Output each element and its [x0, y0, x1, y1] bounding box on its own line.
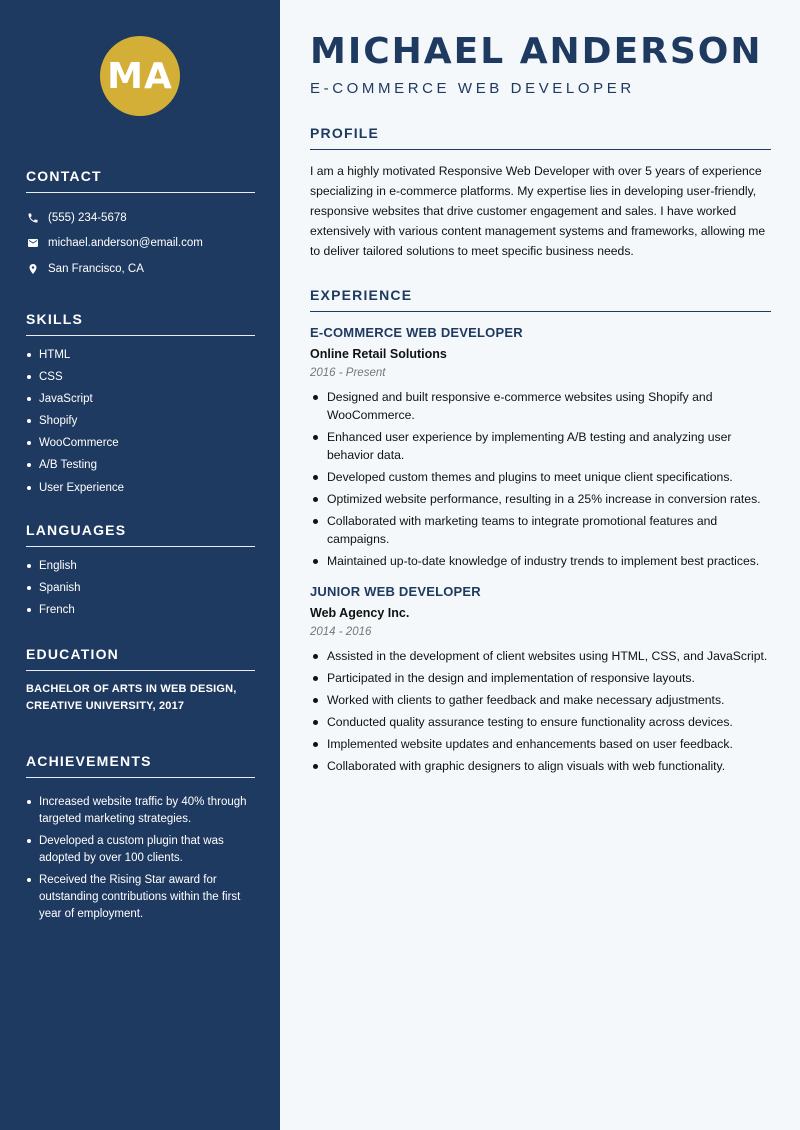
duty-item: Optimized website performance, resulting in a 25% increase in conversion rates. — [310, 490, 771, 508]
education-heading: EDUCATION — [26, 646, 255, 671]
monogram-avatar — [100, 36, 180, 116]
skill-item: CSS — [26, 369, 255, 385]
duty-item: Enhanced user experience by implementing A/B testing and analyzing user behavior data. — [310, 428, 771, 464]
skills-heading: SKILLS — [26, 311, 255, 336]
education-section — [26, 646, 255, 715]
duty-item: Conducted quality assurance testing to ensure functionality across devices. — [310, 713, 771, 731]
language-item: Spanish — [26, 580, 255, 596]
initials: MA — [107, 55, 173, 97]
experience-section — [310, 287, 771, 775]
phone-number: (555) 234-5678 — [48, 211, 127, 224]
duty-item: Implemented website updates and enhancements based on user feedback. — [310, 735, 771, 753]
skill-item: HTML — [26, 347, 255, 363]
candidate-title: E-COMMERCE WEB DEVELOPER — [310, 80, 635, 97]
job-entry — [310, 325, 771, 570]
skill-item: User Experience — [26, 480, 255, 496]
achievement-item: Received the Rising Star award for outstanding contributions within the first year of employment. — [26, 872, 255, 923]
duty-item: Designed and built responsive e-commerce websites using Shopify and WooCommerce. — [310, 388, 771, 424]
phone-icon — [26, 211, 39, 224]
job-company: Web Agency Inc. — [310, 606, 410, 620]
job-company: Online Retail Solutions — [310, 347, 447, 361]
duty-item: Collaborated with marketing teams to integrate promotional features and campaigns. — [310, 512, 771, 548]
skill-item: A/B Testing — [26, 457, 255, 473]
job-dates: 2014 - 2016 — [310, 626, 372, 638]
skill-item: JavaScript — [26, 391, 255, 407]
candidate-name: MICHAEL ANDERSON — [310, 31, 763, 72]
education-line-2: CREATIVE UNIVERSITY, 2017 — [26, 700, 185, 712]
main-content — [280, 0, 800, 1130]
job-duties — [310, 647, 771, 775]
skill-item: Shopify — [26, 413, 255, 429]
language-item: English — [26, 558, 255, 574]
duty-item: Participated in the design and implementation of responsive layouts. — [310, 669, 771, 687]
job-dates: 2016 - Present — [310, 367, 386, 379]
skills-section — [26, 311, 255, 496]
contact-phone — [26, 205, 255, 231]
experience-heading: EXPERIENCE — [310, 287, 771, 312]
location-text: San Francisco, CA — [48, 262, 144, 275]
contact-email — [26, 231, 255, 257]
skills-list — [26, 347, 255, 496]
languages-list — [26, 558, 255, 618]
language-item: French — [26, 602, 255, 618]
email-address: michael.anderson@email.com — [48, 237, 203, 250]
achievement-item: Increased website traffic by 40% through targeted marketing strategies. — [26, 794, 255, 828]
duty-item: Assisted in the development of client websites using HTML, CSS, and JavaScript. — [310, 647, 771, 665]
profile-section — [310, 125, 771, 261]
education-degree — [26, 681, 255, 715]
duty-item: Worked with clients to gather feedback and make necessary adjustments. — [310, 691, 771, 709]
email-icon — [26, 237, 39, 250]
job-title: JUNIOR WEB DEVELOPER — [310, 584, 481, 599]
education-line-1: BACHELOR OF ARTS IN WEB DESIGN, — [26, 683, 237, 695]
sidebar — [0, 0, 280, 1130]
achievements-heading: ACHIEVEMENTS — [26, 753, 255, 778]
duty-item: Developed custom themes and plugins to meet unique client specifications. — [310, 468, 771, 486]
achievements-list — [26, 794, 255, 923]
languages-heading: LANGUAGES — [26, 522, 255, 547]
job-duties — [310, 388, 771, 570]
profile-heading: PROFILE — [310, 125, 771, 150]
job-entry — [310, 584, 771, 775]
contact-section — [26, 168, 255, 282]
job-title: E-COMMERCE WEB DEVELOPER — [310, 325, 523, 340]
languages-section — [26, 522, 255, 618]
duty-item: Collaborated with graphic designers to align visuals with web functionality. — [310, 757, 771, 775]
profile-text: I am a highly motivated Responsive Web Developer with over 5 years of experience specializing in e-commerce platforms. My expertise lies in developing user-friendly, responsive websites that drive customer engagement and sales. I have worked extensively with various content management systems and frameworks, allowing me to deliver tailored solutions to meet specific business needs. — [310, 164, 766, 258]
duty-item: Maintained up-to-date knowledge of industry trends to implement best practices. — [310, 552, 771, 570]
contact-location — [26, 256, 255, 282]
contact-heading: CONTACT — [26, 168, 255, 193]
achievement-item: Developed a custom plugin that was adopted by over 100 clients. — [26, 833, 255, 867]
achievements-section — [26, 753, 255, 923]
location-pin-icon — [26, 262, 39, 275]
contact-list — [26, 205, 255, 282]
skill-item: WooCommerce — [26, 435, 255, 451]
